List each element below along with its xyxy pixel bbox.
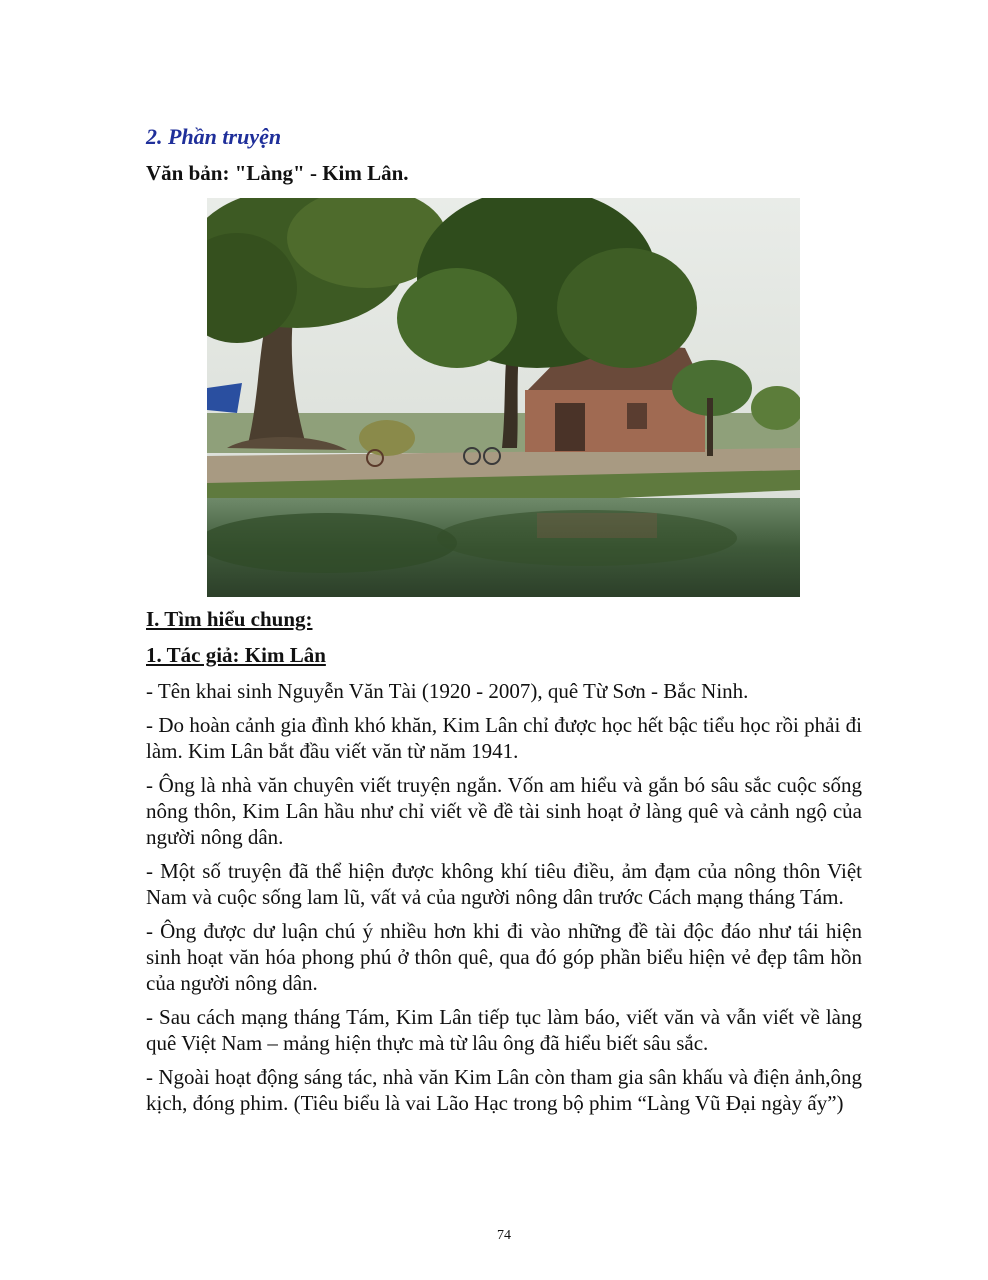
page-number: 74: [497, 1228, 511, 1243]
author-info-body: [146, 678, 862, 1124]
section-title: 2. Phần truyện: [146, 124, 282, 149]
heading-general-overview: I. Tìm hiểu chung:: [146, 607, 313, 631]
paragraph: - Ông là nhà văn chuyên viết truyện ngắn. Vốn am hiểu và gắn bó sâu sắc cuộc sống nông thôn, Kim Lân hầu như chỉ viết về đề tài sinh hoạt ở làng quê và cảnh ngộ của người nông dân.: [146, 773, 862, 849]
text-title: Văn bản: "Làng" - Kim Lân.: [146, 161, 409, 185]
paragraph: - Một số truyện đã thể hiện được không khí tiêu điều, ảm đạm của nông thôn Việt Nam và cuộc sống lam lũ, vất vả của người nông dân trước Cách mạng tháng Tám.: [146, 859, 862, 909]
paragraph: - Sau cách mạng tháng Tám, Kim Lân tiếp tục làm báo, viết văn và vẫn viết về làng quê Việt Nam – mảng hiện thực mà từ lâu ông đã hiểu biết sâu sắc.: [146, 1005, 862, 1055]
paragraph: - Tên khai sinh Nguyễn Văn Tài (1920 - 2007), quê Từ Sơn - Bắc Ninh.: [146, 679, 749, 703]
paragraph: - Ông được dư luận chú ý nhiều hơn khi đi vào những đề tài độc đáo như tái hiện sinh hoạt văn hóa phong phú ở thôn quê, qua đó góp phần biểu hiện vẻ đẹp tâm hồn của người nông dân.: [146, 919, 862, 995]
village-photo: [207, 198, 800, 597]
heading-author: 1. Tác giả: Kim Lân: [146, 643, 326, 667]
paragraph: - Ngoài hoạt động sáng tác, nhà văn Kim Lân còn tham gia sân khấu và điện ảnh,ông kịch, đóng phim. (Tiêu biểu là vai Lão Hạc trong bộ phim “Làng Vũ Đại ngày ấy”): [146, 1065, 862, 1115]
paragraph: - Do hoàn cảnh gia đình khó khăn, Kim Lân chỉ được học hết bậc tiểu học rồi phải đi làm. Kim Lân bắt đầu viết văn từ năm 1941.: [146, 713, 862, 763]
